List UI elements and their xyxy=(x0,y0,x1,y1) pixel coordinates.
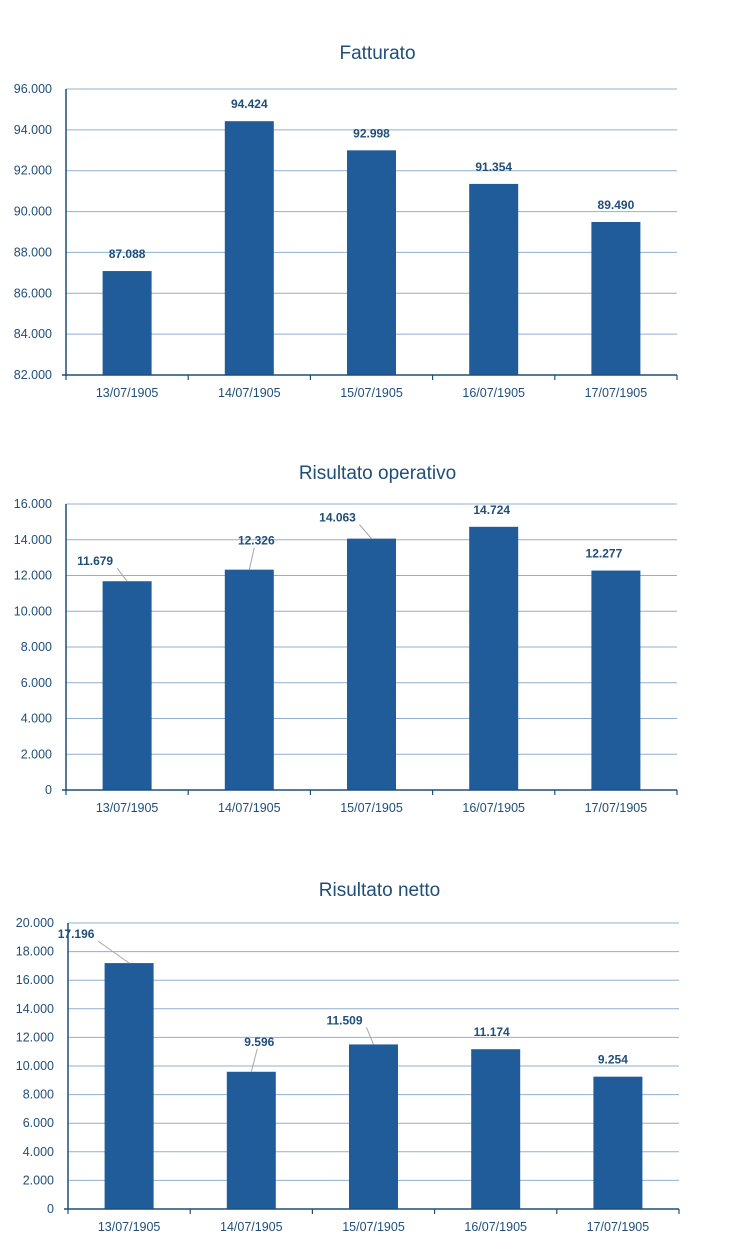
chart-title: Risultato netto xyxy=(318,880,441,901)
data-label-leader xyxy=(249,548,254,570)
data-label: 9.254 xyxy=(597,1052,628,1067)
data-label: 11.174 xyxy=(473,1025,510,1040)
chart-risultato-netto xyxy=(16,880,679,1234)
data-label: 89.490 xyxy=(597,197,635,212)
data-label-leader xyxy=(360,525,372,539)
y-tick-label: 92.000 xyxy=(13,163,52,178)
chart-risultato-operativo xyxy=(14,463,677,815)
y-tick-label: 14.000 xyxy=(15,1001,54,1016)
x-tick-label: 14/07/1905 xyxy=(218,801,281,815)
bar xyxy=(225,121,274,375)
chart-title: Risultato operativo xyxy=(298,463,457,484)
x-tick-label: 16/07/1905 xyxy=(462,801,525,815)
y-tick-label: 14.000 xyxy=(13,532,52,547)
data-label-leader xyxy=(117,568,127,581)
data-label: 94.424 xyxy=(230,97,268,112)
bar xyxy=(103,271,152,375)
data-label: 11.679 xyxy=(77,554,114,569)
y-tick-label: 16.000 xyxy=(13,497,52,511)
y-tick-label: 90.000 xyxy=(13,204,52,219)
y-tick-label: 84.000 xyxy=(13,327,52,342)
y-tick-label: 94.000 xyxy=(13,122,52,137)
y-tick-label: 86.000 xyxy=(13,286,52,301)
x-tick-label: 16/07/1905 xyxy=(464,1220,527,1234)
y-tick-label: 0 xyxy=(45,783,52,797)
x-tick-label: 13/07/1905 xyxy=(95,386,159,400)
x-tick-label: 15/07/1905 xyxy=(340,386,403,400)
data-label: 14.724 xyxy=(473,502,511,517)
bar xyxy=(105,963,154,1209)
y-tick-label: 10.000 xyxy=(13,604,52,619)
bar xyxy=(349,1044,398,1209)
bar xyxy=(225,570,274,790)
y-tick-label: 4.000 xyxy=(20,711,52,726)
y-tick-label: 8.000 xyxy=(20,640,52,654)
data-label: 12.277 xyxy=(585,546,623,561)
y-tick-label: 6.000 xyxy=(20,675,52,690)
y-tick-label: 88.000 xyxy=(13,245,52,260)
data-label: 11.509 xyxy=(326,1013,363,1028)
bar xyxy=(227,1072,276,1209)
chart-fatturato xyxy=(14,43,677,400)
x-tick-label: 13/07/1905 xyxy=(97,1220,161,1234)
x-tick-label: 17/07/1905 xyxy=(586,1220,650,1234)
data-label: 92.998 xyxy=(353,126,390,141)
x-tick-label: 14/07/1905 xyxy=(220,1220,283,1234)
y-tick-label: 4.000 xyxy=(22,1144,54,1159)
x-tick-label: 17/07/1905 xyxy=(584,801,648,815)
x-tick-label: 16/07/1905 xyxy=(462,386,525,400)
x-tick-label: 13/07/1905 xyxy=(95,801,159,815)
bar xyxy=(103,581,152,790)
y-tick-label: 18.000 xyxy=(15,944,54,959)
bar xyxy=(469,527,518,790)
y-tick-label: 0 xyxy=(47,1202,54,1216)
bar xyxy=(591,222,640,375)
data-label: 9.596 xyxy=(244,1034,275,1049)
data-label: 87.088 xyxy=(108,247,146,262)
y-tick-label: 20.000 xyxy=(15,916,54,930)
data-label-leader xyxy=(251,1049,257,1072)
data-label: 12.326 xyxy=(237,533,275,548)
y-tick-label: 96.000 xyxy=(13,82,52,96)
x-tick-label: 15/07/1905 xyxy=(340,801,403,815)
bar xyxy=(593,1077,642,1209)
data-label: 17.196 xyxy=(57,927,95,942)
x-tick-label: 14/07/1905 xyxy=(218,386,281,400)
data-label: 91.354 xyxy=(475,159,513,174)
chart-title: Fatturato xyxy=(339,43,416,64)
y-tick-label: 10.000 xyxy=(15,1059,54,1073)
bar xyxy=(469,184,518,375)
y-tick-label: 12.000 xyxy=(13,568,52,583)
bar xyxy=(471,1049,520,1209)
data-label-leader xyxy=(367,1027,374,1044)
y-tick-label: 2.000 xyxy=(22,1173,54,1188)
x-tick-label: 15/07/1905 xyxy=(342,1220,405,1234)
y-tick-label: 2.000 xyxy=(20,747,52,762)
bar xyxy=(347,539,396,790)
x-tick-label: 17/07/1905 xyxy=(584,386,648,400)
y-tick-label: 12.000 xyxy=(15,1030,54,1045)
y-tick-label: 8.000 xyxy=(22,1087,54,1102)
bar xyxy=(591,571,640,790)
y-tick-label: 6.000 xyxy=(22,1116,54,1131)
bar xyxy=(347,150,396,375)
data-label: 14.063 xyxy=(319,510,356,525)
y-tick-label: 82.000 xyxy=(13,368,52,382)
y-tick-label: 16.000 xyxy=(15,973,54,988)
